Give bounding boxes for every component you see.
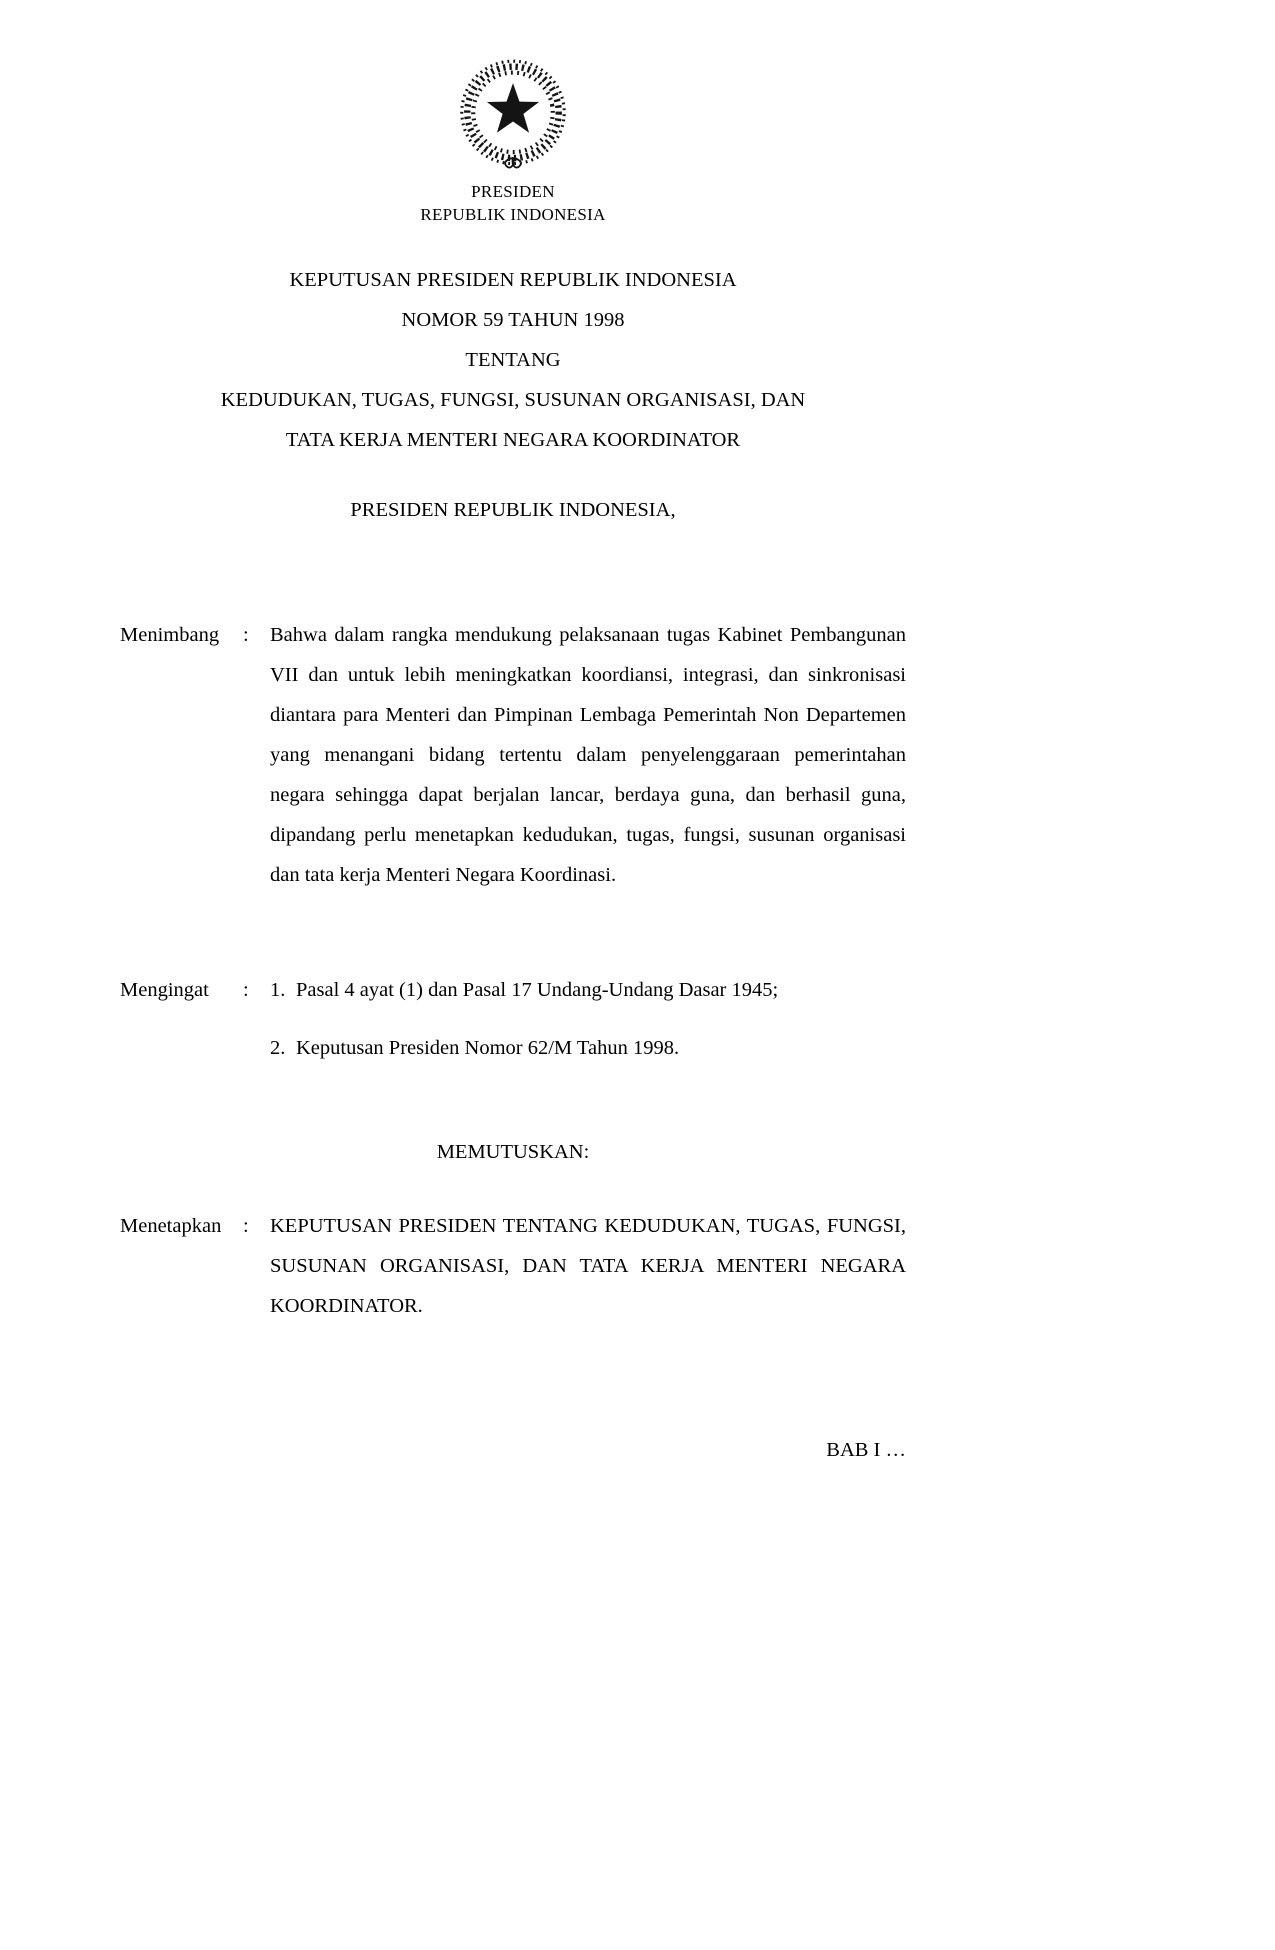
document-content [120,0,906,1470]
memutuskan-heading: MEMUTUSKAN: [436,1141,590,1163]
section-menimbang [120,615,906,895]
star-glyph [487,83,539,133]
mengingat-item-2 [270,1028,906,1068]
mengingat-label: Mengingat [120,979,209,1001]
garuda-star-wreath-icon [449,52,577,180]
item-number: 1. [270,979,286,1001]
title-line-3: TENTANG [465,349,561,371]
title-line-2: NOMOR 59 TAHUN 1998 [401,309,625,331]
item-number: 2. [270,1037,286,1059]
section-mengingat [120,970,906,1068]
item-text: Keputusan Presiden Nomor 62/M Tahun 1998. [296,1037,680,1059]
menimbang-label: Menimbang [120,624,220,646]
title-line-4: KEDUDUKAN, TUGAS, FUNGSI, SUSUNAN ORGANISASI, DAN [220,389,806,411]
salutation-line: PRESIDEN REPUBLIK INDONESIA, [350,499,676,521]
menimbang-colon: : [243,624,249,646]
menetapkan-colon: : [243,1215,249,1237]
letterhead-republik-indonesia: REPUBLIK INDONESIA [420,205,606,224]
title-line-1: KEPUTUSAN PRESIDEN REPUBLIK INDONESIA [289,269,737,291]
title-line-5: TATA KERJA MENTERI NEGARA KOORDINATOR [285,429,741,451]
wreath-ribbon [505,158,521,168]
document-title-block [120,260,906,460]
continuation-marker: BAB I … [826,1439,906,1461]
mengingat-list [270,970,906,1068]
letterhead-presiden: PRESIDEN [471,182,555,201]
item-text: Pasal 4 ayat (1) dan Pasal 17 Undang-Undang Dasar 1945; [296,979,779,1001]
mengingat-colon: : [243,979,249,1001]
menetapkan-body: KEPUTUSAN PRESIDEN TENTANG KEDUDUKAN, TUGAS, FUNGSI, SUSUNAN ORGANISASI, DAN TATA KERJA MENTERI NEGARA KOORDINATOR. [270,1215,906,1317]
menetapkan-label: Menetapkan [120,1215,222,1237]
menimbang-body: Bahwa dalam rangka mendukung pelaksanaan tugas Kabinet Pembangunan VII dan untuk lebih meningkatkan koordiansi, integrasi, dan sinkronisasi diantara para Menteri dan Pimpinan Lembaga Pemerintah Non Departemen yang menangani bidang tertentu dalam penyelenggaraan pemerintahan negara sehingga dapat berjalan lancar, berdaya guna, dan berhasil guna, dipandang perlu menetapkan kedudukan, tugas, fungsi, susunan organisasi dan tata kerja Menteri Negara Koordinasi. [270,624,906,886]
mengingat-item-1 [270,970,906,1010]
section-menetapkan [120,1206,906,1326]
presidential-seal [120,52,906,180]
